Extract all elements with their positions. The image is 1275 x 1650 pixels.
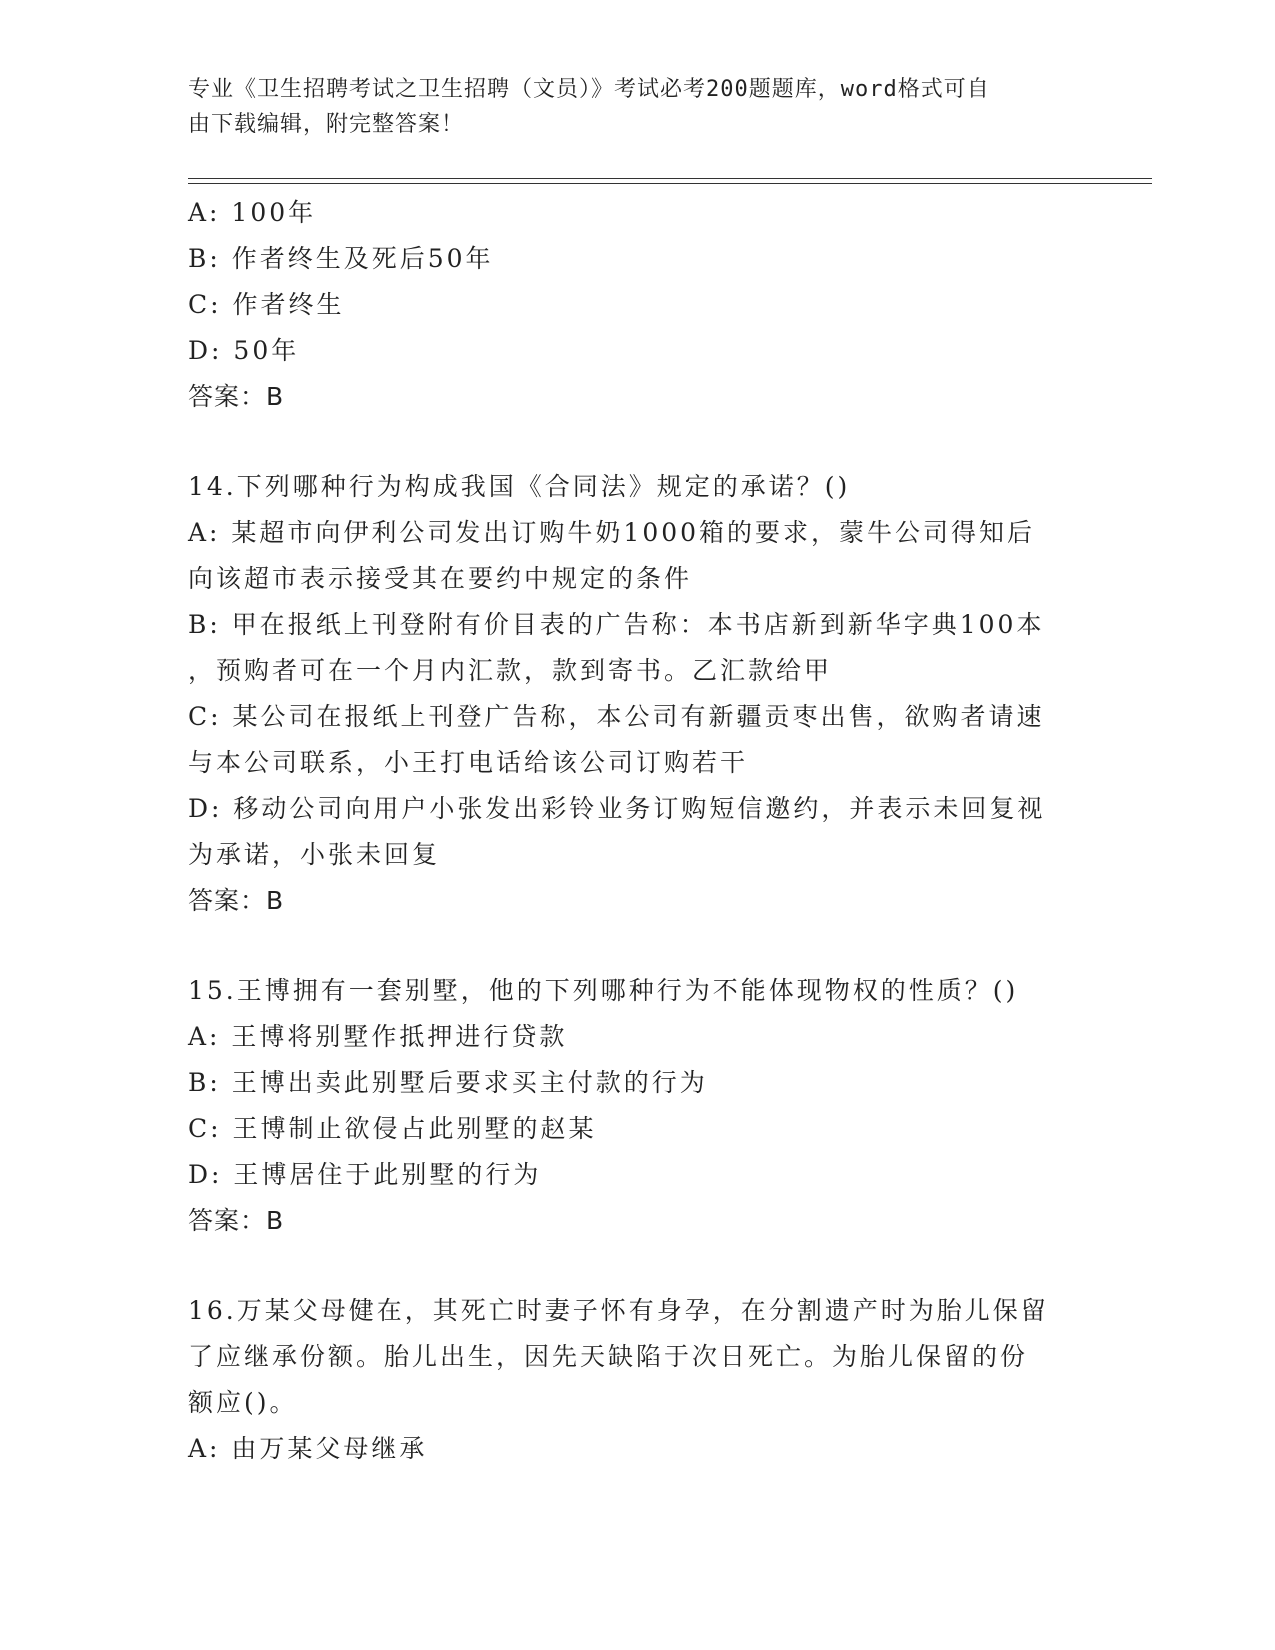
q15-option-a: A: 王博将别墅作抵押进行贷款: [188, 1022, 568, 1051]
question-16-block: [188, 1288, 1088, 1472]
q14-stem: 14.下列哪种行为构成我国《合同法》规定的承诺？(): [188, 472, 851, 501]
q13-option-b: B: 作者终生及死后50年: [188, 244, 494, 273]
q13-option-c: C: 作者终生: [188, 290, 345, 319]
q14-option-d-line-2: 为承诺，小张未回复: [188, 840, 441, 869]
question-content: [188, 190, 1088, 1472]
q14-option-b-line-1: B: 甲在报纸上刊登附有价目表的广告称：本书店新到新华字典100本: [188, 610, 1045, 639]
q15-stem: 15.王博拥有一套别墅，他的下列哪种行为不能体现物权的性质？(): [188, 976, 1019, 1005]
q15-option-b: B: 王博出卖此别墅后要求买主付款的行为: [188, 1068, 708, 1097]
q16-stem-line-2: 了应继承份额。胎儿出生，因先天缺陷于次日死亡。为胎儿保留的份: [188, 1342, 1029, 1371]
spacer: [188, 1244, 1088, 1288]
document-header: [188, 72, 1088, 142]
q16-option-a: A: 由万某父母继承: [188, 1434, 428, 1463]
q15-option-c: C: 王博制止欲侵占此别墅的赵某: [188, 1114, 597, 1143]
q16-stem-line-3: 额应()。: [188, 1388, 298, 1417]
q14-option-b-line-2: ，预购者可在一个月内汇款，款到寄书。乙汇款给甲: [188, 656, 833, 685]
spacer: [188, 420, 1088, 464]
q14-option-c-line-2: 与本公司联系，小王打电话给该公司订购若干: [188, 748, 749, 777]
q14-option-d-line-1: D: 移动公司向用户小张发出彩铃业务订购短信邀约，并表示未回复视: [188, 794, 1046, 823]
q13-option-a: A: 100年: [188, 198, 317, 227]
header-divider-top: [188, 178, 1152, 179]
q13-answer: 答案：B: [188, 382, 285, 411]
header-line-2: 由下载编辑，附完整答案！: [188, 112, 465, 137]
question-13-block: [188, 190, 1088, 420]
spacer: [188, 924, 1088, 968]
q15-option-d: D: 王博居住于此别墅的行为: [188, 1160, 542, 1189]
q16-stem-line-1: 16.万某父母健在，其死亡时妻子怀有身孕，在分割遗产时为胎儿保留: [188, 1296, 1049, 1325]
q14-option-a-line-2: 向该超市表示接受其在要约中规定的条件: [188, 564, 693, 593]
q13-option-d: D: 50年: [188, 336, 300, 365]
question-14-block: [188, 464, 1088, 924]
header-line-1: 专业《卫生招聘考试之卫生招聘（文员）》考试必考200题题库，word格式可自: [188, 77, 990, 102]
question-15-block: [188, 968, 1088, 1244]
q15-answer: 答案：B: [188, 1206, 285, 1235]
q14-option-a-line-1: A: 某超市向伊利公司发出订购牛奶1000箱的要求，蒙牛公司得知后: [188, 518, 1036, 547]
q14-option-c-line-1: C: 某公司在报纸上刊登广告称，本公司有新疆贡枣出售，欲购者请速: [188, 702, 1045, 731]
header-divider-bottom: [188, 183, 1152, 184]
q14-answer: 答案：B: [188, 886, 285, 915]
